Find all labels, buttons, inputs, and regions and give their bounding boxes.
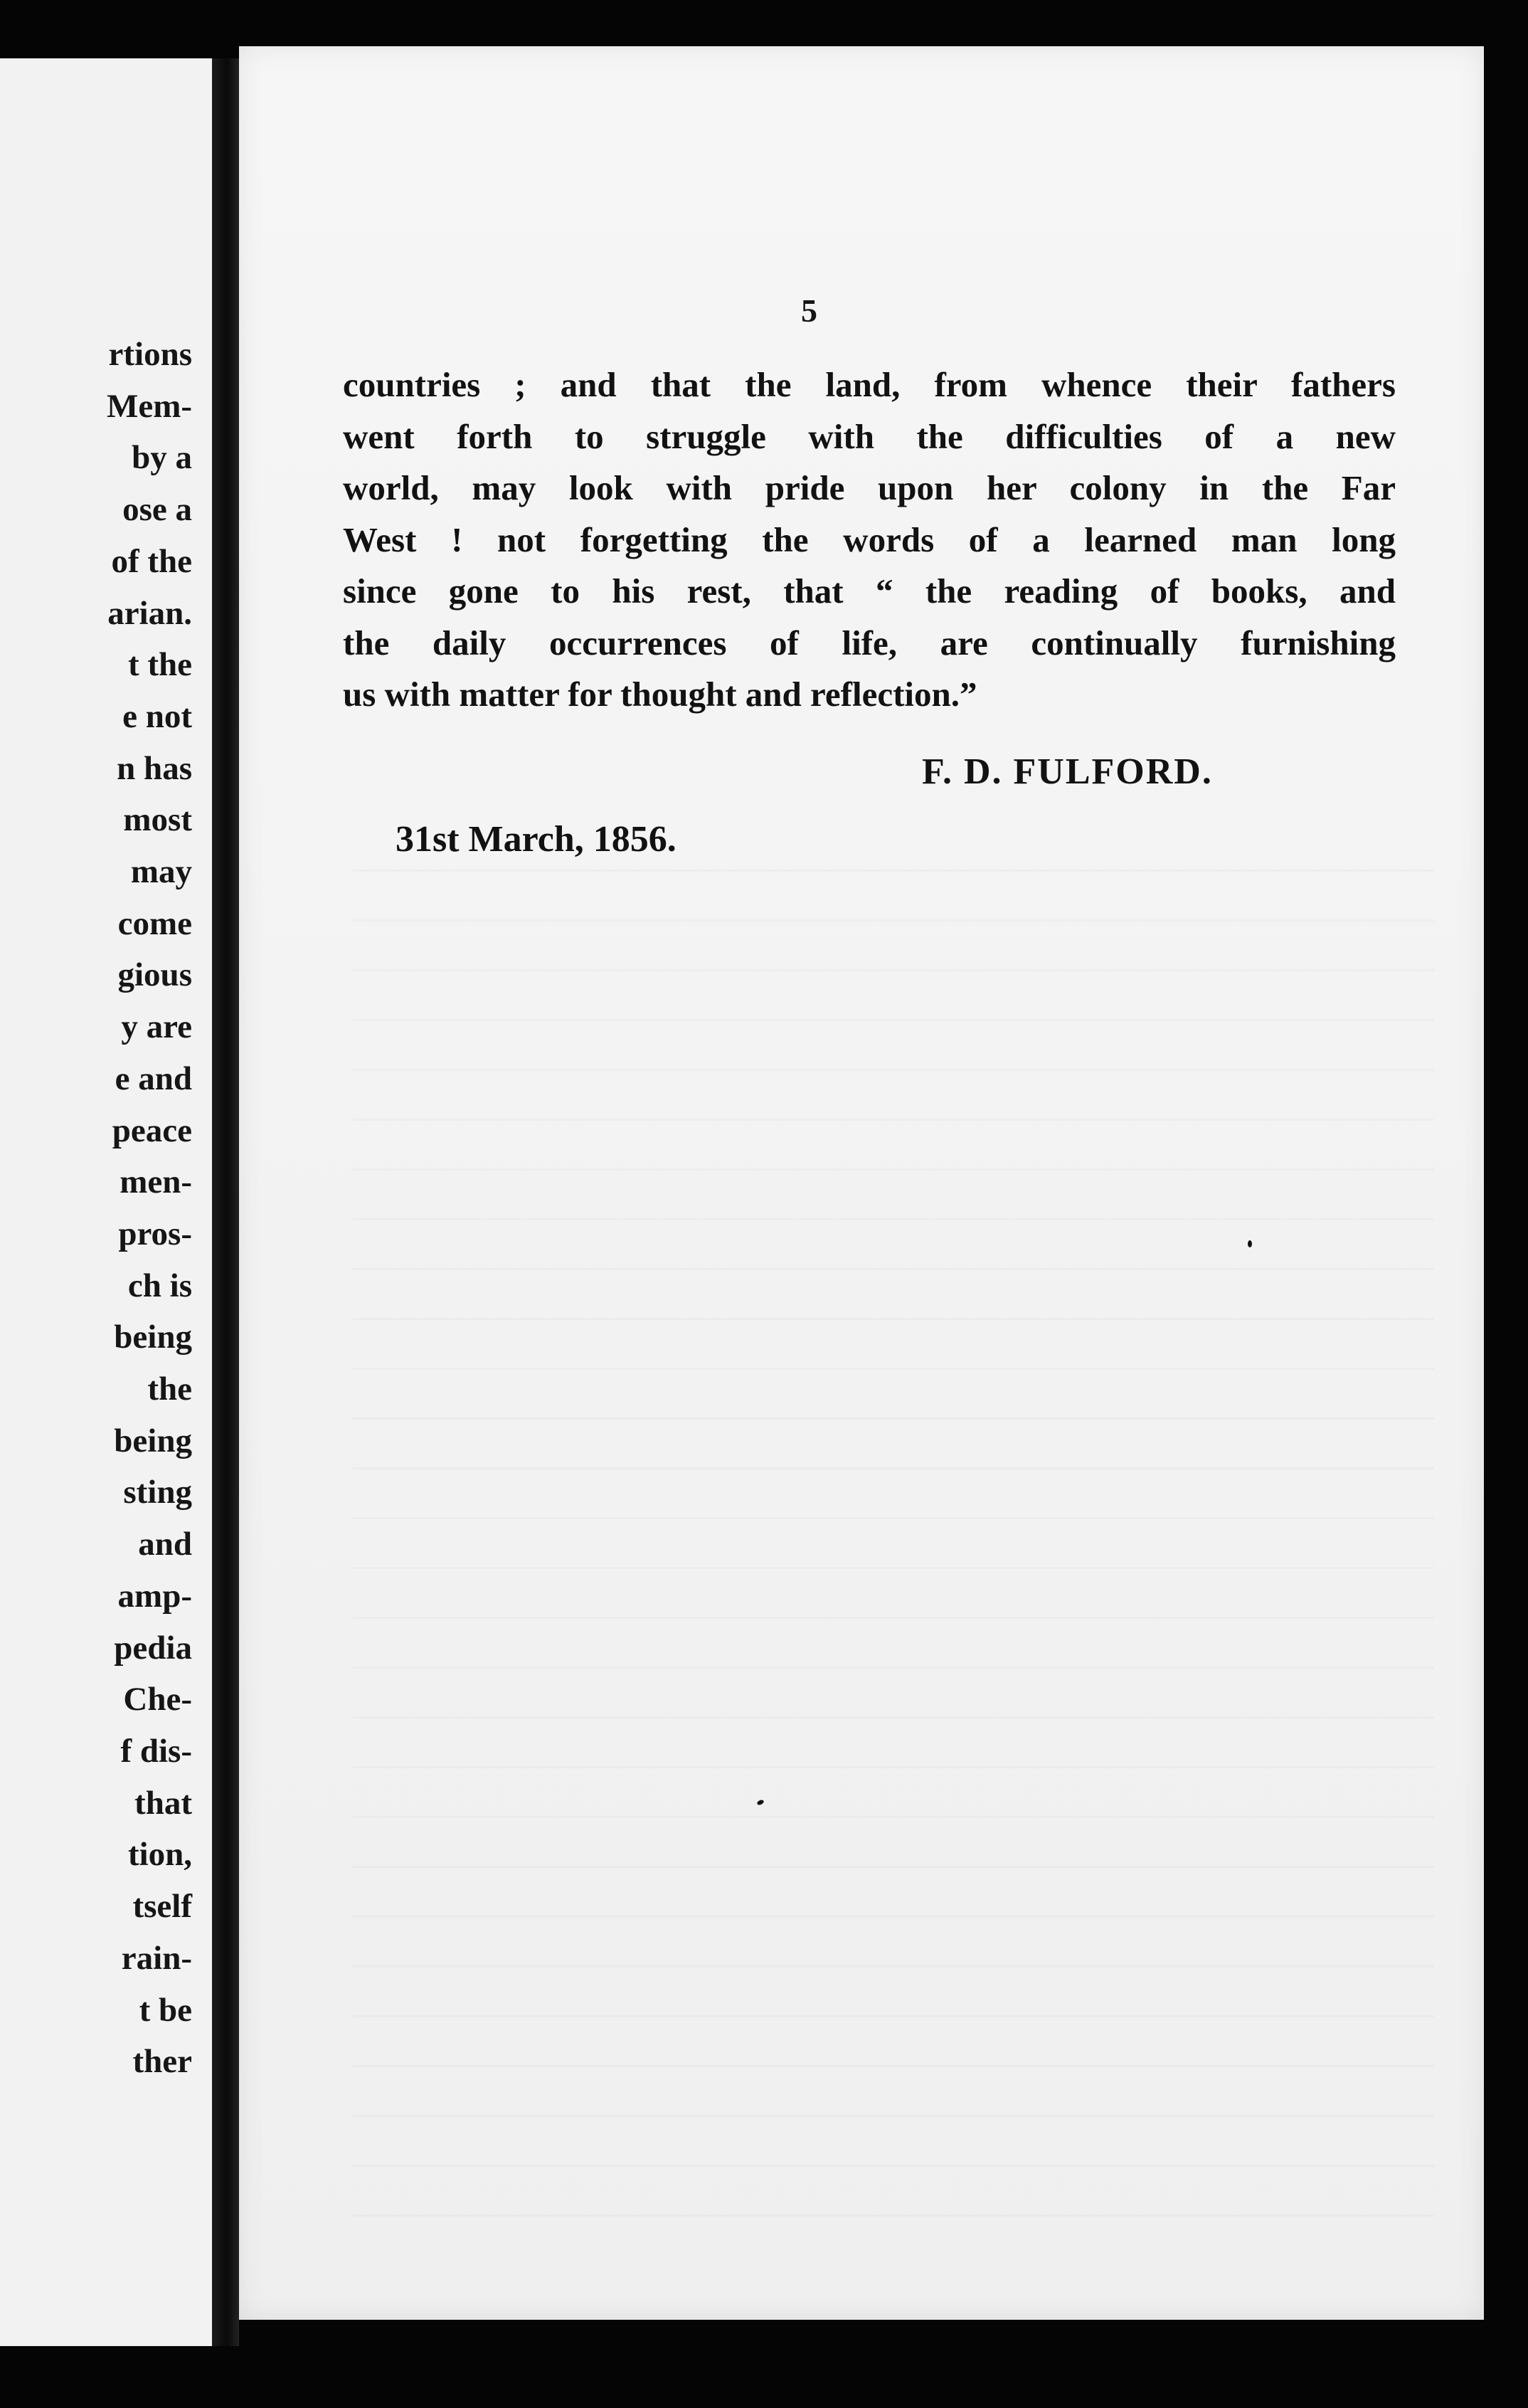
text-line: world, may look with pride upon her colony in the Far (343, 468, 1396, 507)
left-fragment: e not (122, 697, 192, 735)
left-fragment: amp- (117, 1577, 192, 1615)
left-page-text-fragments (0, 329, 192, 2088)
left-page (0, 58, 212, 2346)
left-fragment: y are (121, 1008, 192, 1046)
ink-speck (1248, 1240, 1252, 1247)
left-fragment: Mem- (106, 387, 192, 425)
left-fragment: e and (115, 1060, 192, 1097)
author-signature: F. D. FULFORD. (922, 751, 1213, 792)
bleed-through-texture (353, 865, 1434, 2217)
text-line: went forth to struggle with the difficulties of a new (343, 416, 1396, 456)
left-fragment: ch is (127, 1267, 192, 1304)
left-fragment: ose a (122, 491, 192, 529)
left-fragment: being (114, 1422, 192, 1459)
left-fragment: pros- (118, 1215, 192, 1252)
left-fragment: that (134, 1784, 192, 1822)
left-fragment: t be (139, 1991, 192, 2029)
left-fragment: f dis- (120, 1732, 192, 1770)
text-line: countries ; and that the land, from whence their fathers (343, 365, 1396, 404)
right-page (239, 46, 1484, 2320)
left-fragment: tself (132, 1888, 192, 1926)
left-fragment: by a (132, 439, 192, 477)
left-fragment: peace (112, 1111, 192, 1149)
left-fragment: of the (111, 542, 192, 580)
left-fragment: gious (117, 956, 192, 994)
left-fragment: rain- (121, 1939, 192, 1977)
left-fragment: t the (127, 646, 192, 684)
text-line: since gone to his rest, that “ the reading of books, and (343, 571, 1396, 611)
left-fragment: most (123, 801, 192, 839)
left-fragment: rtions (108, 336, 192, 373)
left-fragment: arian. (107, 594, 192, 632)
left-fragment: men- (120, 1163, 192, 1201)
left-fragment: come (117, 904, 192, 942)
left-fragment: Che- (123, 1681, 192, 1718)
left-fragment: the (147, 1371, 192, 1408)
text-line: the daily occurrences of life, are continually furnishing (343, 623, 1396, 662)
left-fragment: ther (132, 2043, 192, 2081)
body-paragraph (343, 359, 1396, 721)
page-number: 5 (801, 292, 817, 329)
left-fragment: n has (117, 749, 192, 787)
left-fragment: pedia (114, 1629, 192, 1667)
left-fragment: tion, (127, 1836, 192, 1874)
left-fragment: may (130, 853, 192, 891)
left-fragment: sting (123, 1474, 192, 1511)
text-line: us with matter for thought and reflection.” (343, 675, 977, 714)
left-fragment: being (114, 1319, 192, 1356)
date-line: 31st March, 1856. (396, 819, 677, 860)
text-line: West ! not forgetting the words of a learned man long (343, 519, 1396, 559)
left-fragment: and (138, 1526, 192, 1563)
book-spine-gutter (212, 58, 239, 2346)
